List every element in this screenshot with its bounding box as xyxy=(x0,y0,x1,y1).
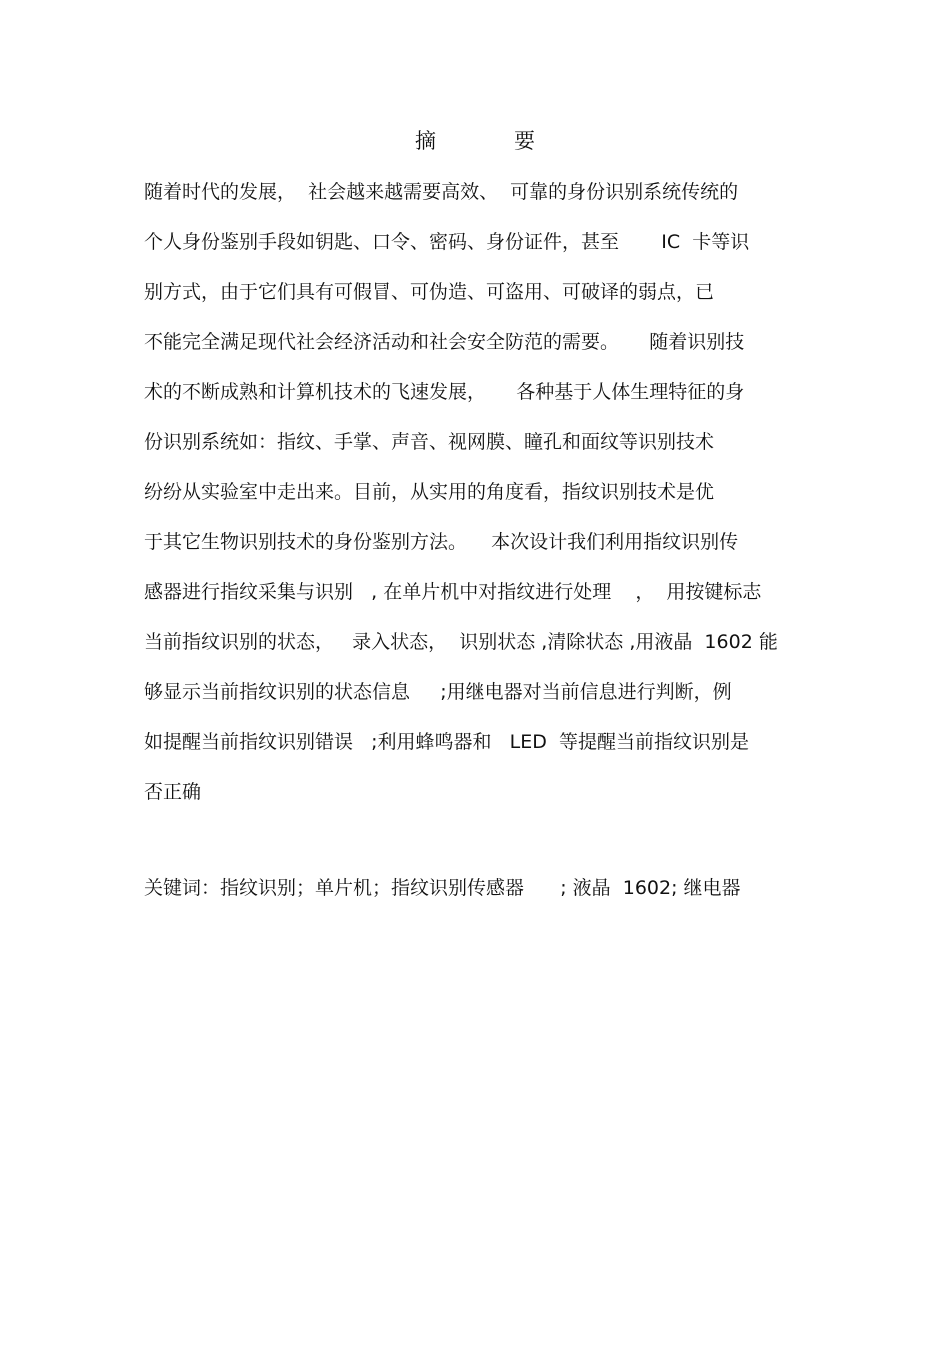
abstract-title xyxy=(0,126,950,156)
abstract-line: 不能完全满足现代社会经济活动和社会安全防范的需要。 随着识别技 xyxy=(144,331,745,353)
keywords-line: 关键词：指纹识别；单片机；指纹识别传感器 ; 液晶 1602; 继电器 xyxy=(144,877,741,899)
abstract-body xyxy=(144,174,814,824)
abstract-line: 当前指纹识别的状态， 录入状态， 识别状态 ,清除状态 ,用液晶 1602 能 xyxy=(144,631,778,653)
abstract-line: 随着时代的发展， 社会越来越需要高效、 可靠的身份识别系统传统的 xyxy=(144,181,739,203)
abstract-line: 否正确 xyxy=(144,781,202,803)
title-char-1: 摘 xyxy=(415,129,436,153)
abstract-line: 够显示当前指纹识别的状态信息 ;用继电器对当前信息进行判断，例 xyxy=(144,681,732,703)
abstract-line: 如提醒当前指纹识别错误 ;利用蜂鸣器和 LED 等提醒当前指纹识别是 xyxy=(144,731,749,753)
abstract-line: 别方式，由于它们具有可假冒、可伪造、可盗用、可破译的弱点，已 xyxy=(144,281,715,303)
abstract-line: 术的不断成熟和计算机技术的飞速发展， 各种基于人体生理特征的身 xyxy=(144,381,745,403)
abstract-line: 感器进行指纹采集与识别 , 在单片机中对指纹进行处理 ， 用按键标志 xyxy=(144,581,762,603)
abstract-line: 个人身份鉴别手段如钥匙、口令、密码、身份证件，甚至 IC 卡等识 xyxy=(144,231,750,253)
abstract-line: 于其它生物识别技术的身份鉴别方法。 本次设计我们利用指纹识别传 xyxy=(144,531,739,553)
title-char-2: 要 xyxy=(514,129,535,153)
abstract-line: 份识别系统如：指纹、手掌、声音、视网膜、瞳孔和面纹等识别技术 xyxy=(144,431,715,453)
abstract-line: 纷纷从实验室中走出来。目前，从实用的角度看，指纹识别技术是优 xyxy=(144,481,715,503)
